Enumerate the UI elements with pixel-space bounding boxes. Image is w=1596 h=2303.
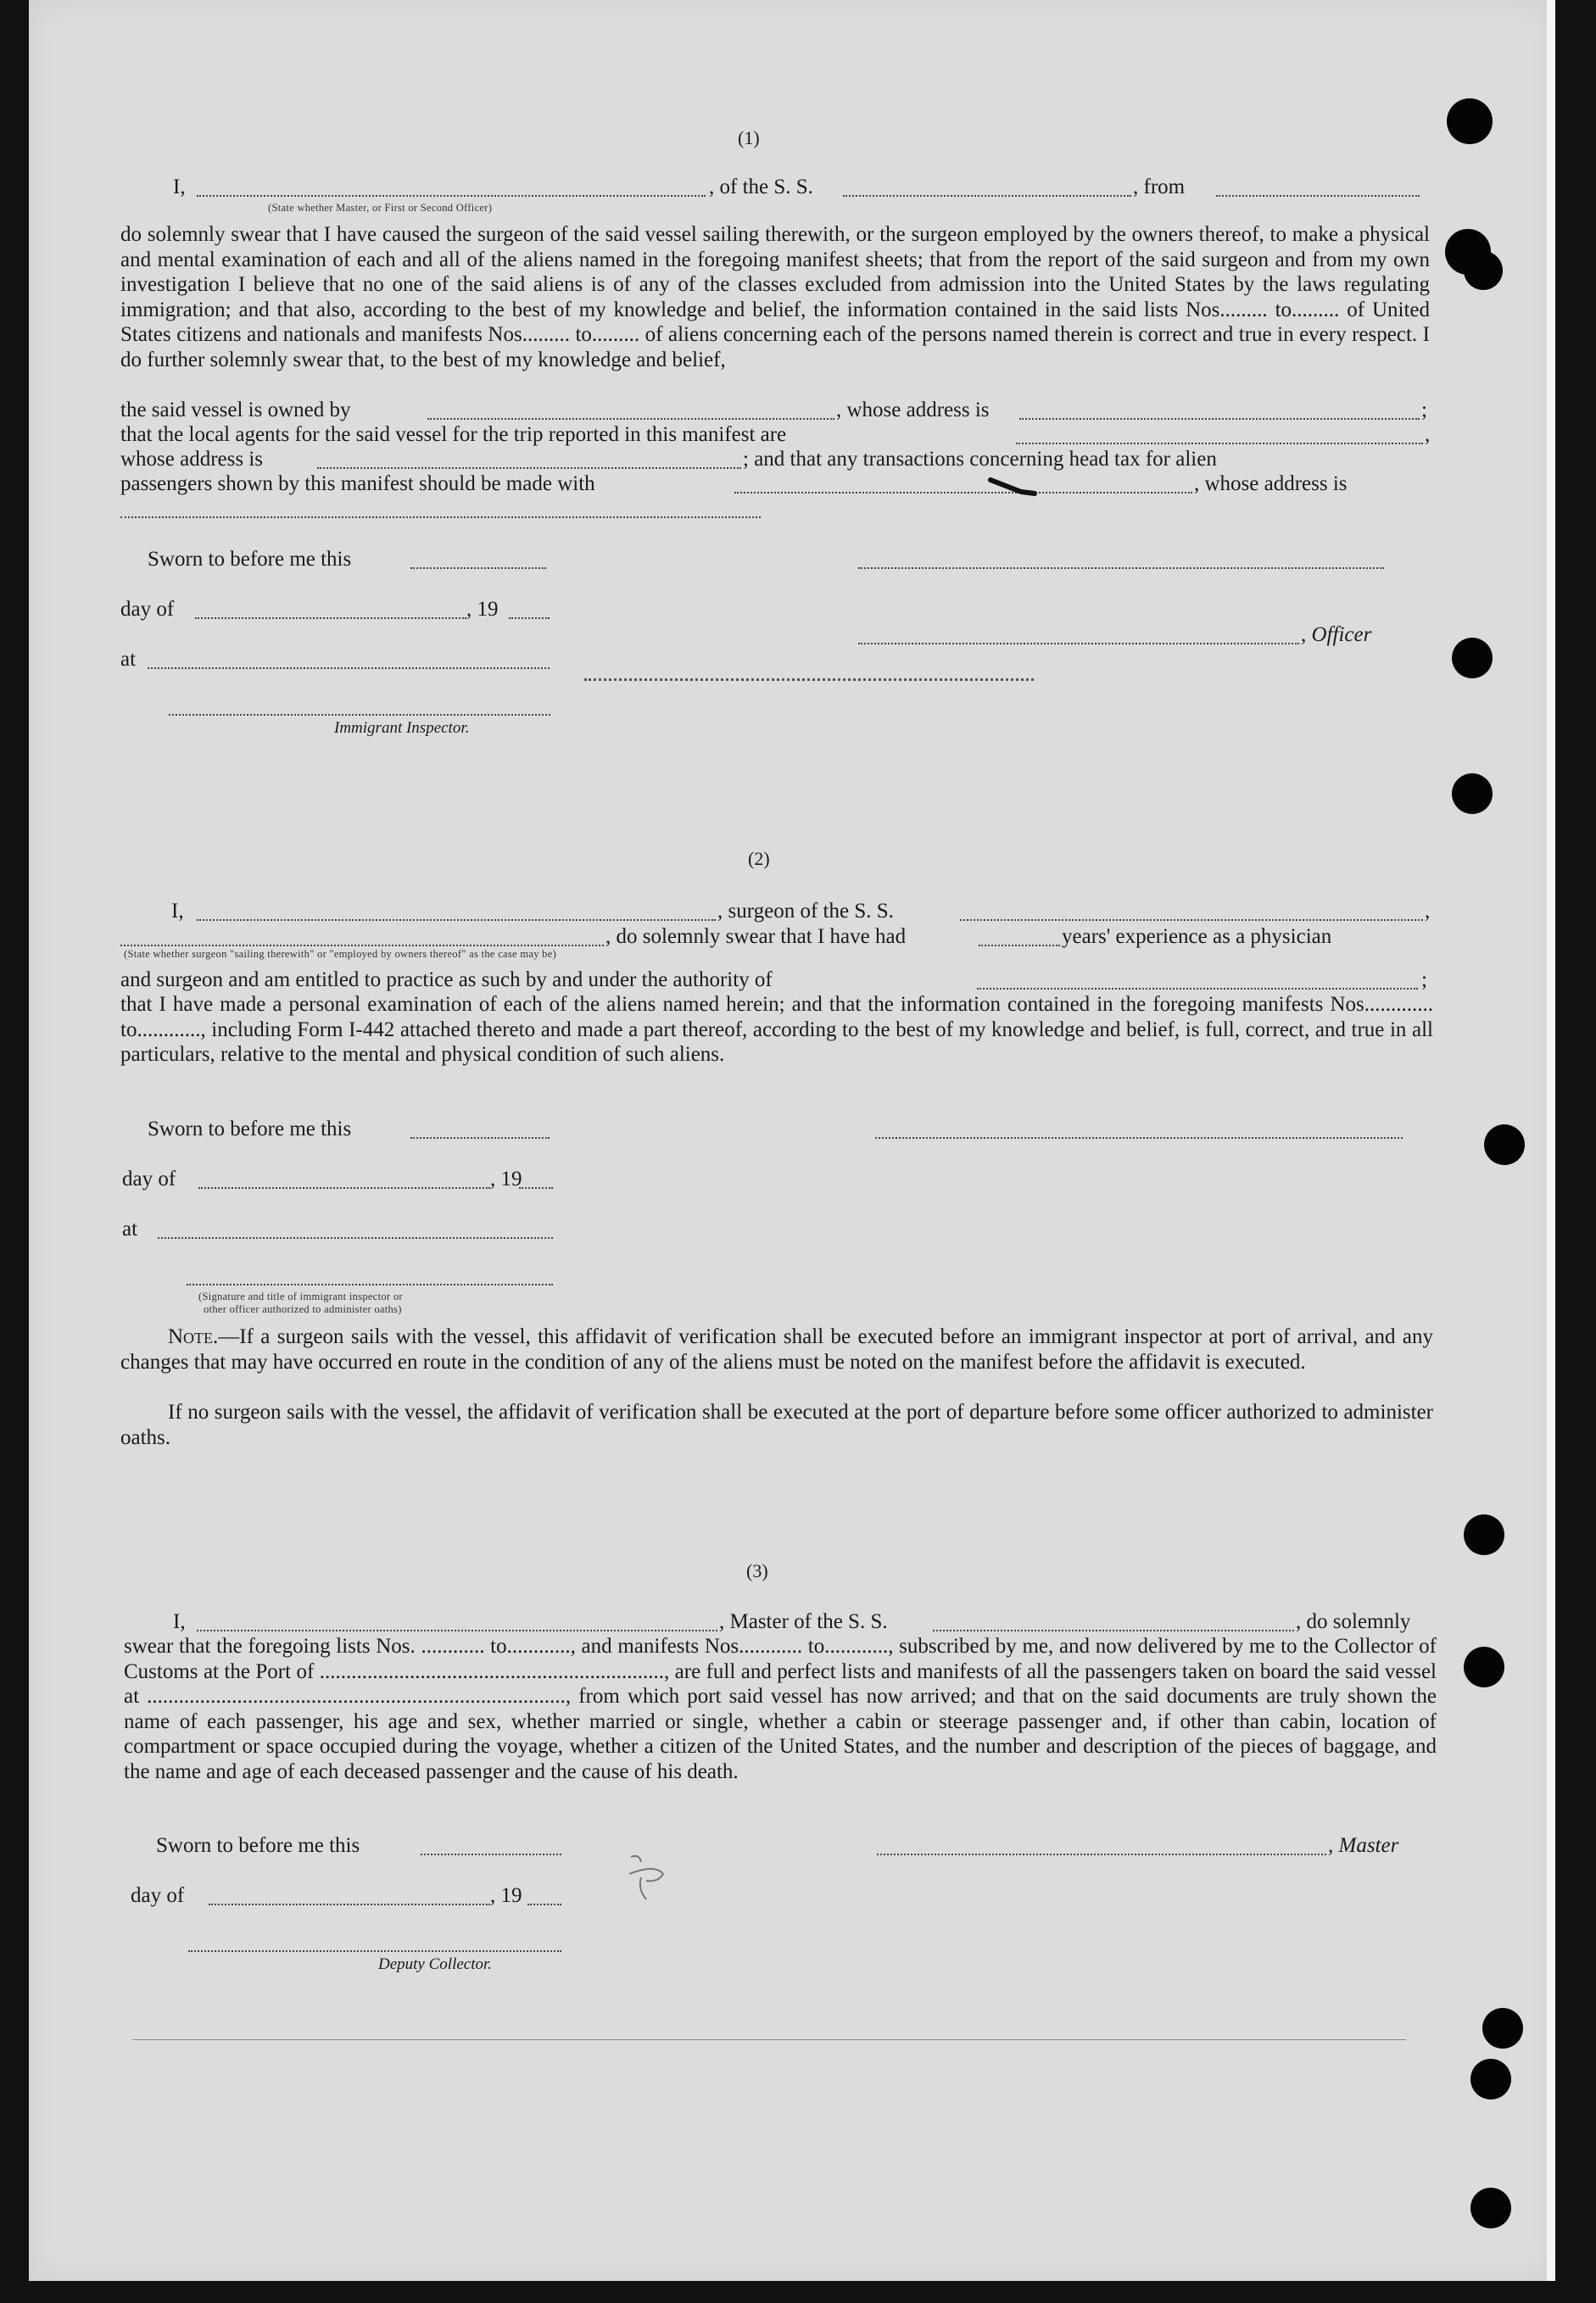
punch-hole-icon (1452, 773, 1493, 814)
section-3-number: (3) (746, 1560, 768, 1581)
sheet-edge (1547, 0, 1555, 2281)
s3-master-name-field[interactable] (197, 1630, 717, 1631)
s1-officer-label: , Officer (1301, 623, 1372, 646)
s2-note-text: —If a surgeon sails with the vessel, this affidavit of verification shall be executed before an immigrant inspector at port of arrival, and any changes that may have occurred en route in the condition of any of the aliens must be noted on the manifest before the affidavit is executed. (120, 1325, 1433, 1374)
s3-sworn-date-field[interactable] (421, 1854, 561, 1855)
s1-of-ss-label: , of the S. S. (709, 176, 813, 198)
s3-body: swear that the foregoing lists Nos. ............ to............, and manifests Nos............ to............, subscribed by me, and now delivered by me to the Collector of Customs at the Port of ................................................................., are full and perfect lists and manifests of all the passengers taken on board the said vessel at ..............................................................................., from which port said vessel has now arrived; and that on the said documents are truly shown the name of each passenger, his age and sex, whether married or single, whether a cabin or steerage passenger and, if other than cabin, location of compartment or space occupied during the voyage, whether a citizen of the United States, and the number and description of the pieces of baggage, and the name and age of each deceased passenger and the cause of his death. (124, 1635, 1437, 1783)
s1-at-field[interactable] (148, 667, 550, 669)
s1-officer-hint: (State whether Master, or First or Second Officer) (268, 202, 493, 214)
s3-i-label: I, (173, 1610, 186, 1633)
s2-month-field[interactable] (198, 1187, 490, 1189)
s3-year-field[interactable] (527, 1904, 561, 1905)
s1-agents-label: that the local agents for the said vessel for the trip reported in this manifest are (120, 423, 787, 446)
s1-oath-body: do solemnly swear that I have caused the surgeon of the said vessel sailing therewith, or the surgeon employed by the owners thereof, to make a physical and mental examination of each and all of the aliens named in the foregoing manifest sheets; that from the report of the said surgeon and from my own investigation I believe that no one of the said aliens is of any of the classes excluded from admission into the United States by the laws regulating immigration; and that also, according to the best of my knowledge and belief, the information contained in the said lists Nos......... to......... of United States citizens and nationals and manifests Nos......... to......... of aliens concerning each of the persons named therein is correct and true in every respect. I do further solemnly swear that, to the best of my knowledge and belief, (120, 223, 1430, 371)
s2-sig-hint-1: (Signature and title of immigrant inspector or (198, 1291, 403, 1302)
s2-swear-label: , do solemnly swear that I have had (605, 925, 907, 948)
s2-sworn-date-field[interactable] (410, 1137, 550, 1139)
s2-sig-hint-2: other officer authorized to administer oaths) (204, 1303, 402, 1315)
s2-vessel-field[interactable] (960, 919, 1423, 921)
s2-at-field[interactable] (158, 1237, 553, 1239)
s3-month-field[interactable] (209, 1904, 490, 1905)
s1-from-label: , from (1133, 176, 1186, 198)
s1-stray-dotted-line (584, 678, 1034, 681)
s1-inspector-label: Immigrant Inspector. (334, 719, 470, 737)
s1-inspector-sign-field[interactable] (169, 714, 550, 716)
s2-note (120, 1324, 1433, 1375)
s1-officer-sign-field[interactable] (858, 643, 1299, 644)
bottom-divider (132, 2039, 1406, 2040)
punch-hole-icon (1447, 98, 1493, 144)
punch-hole-icon (1470, 2188, 1511, 2228)
s1-whose-address3-label: , whose address is (1194, 472, 1348, 495)
s1-head-tax-party-field[interactable] (734, 492, 1192, 494)
s2-body: that I have made a personal examination of each of the aliens named herein; and that the information contained in the foregoing manifests Nos............. to............, including Form I-442 attached thereto and made a part thereof, according to the best of my knowledge and belief, is full, correct, and true in all particulars, relative to the mental and physical condition of such aliens. (120, 993, 1433, 1066)
s1-signature-field[interactable] (858, 567, 1384, 569)
s3-day-of-label: day of (131, 1884, 185, 1907)
s1-sworn-date-field[interactable] (410, 567, 546, 569)
s2-inspector-sign-field[interactable] (187, 1284, 553, 1285)
s1-from-field[interactable] (1216, 195, 1420, 197)
s1-year-field[interactable] (509, 617, 550, 619)
s2-surgeon-of-label: , surgeon of the S. S. (717, 900, 894, 923)
s2-day-of-label: day of (122, 1168, 176, 1191)
section-1-number: (1) (738, 127, 760, 148)
s2-authority-label: and surgeon and am entitled to practice as such by and under the authority of (120, 968, 773, 991)
s2-years-field[interactable] (979, 945, 1060, 946)
s3-collector-sign-field[interactable] (188, 1950, 561, 1952)
s2-note2 (120, 1400, 1433, 1450)
punch-hole-icon (1452, 638, 1493, 678)
s3-master-label: , Master (1328, 1834, 1399, 1857)
punch-hole-icon (1464, 1647, 1504, 1687)
s1-agents-field[interactable] (1016, 443, 1423, 444)
s2-note2-text: If no surgeon sails with the vessel, the affidavit of verification shall be executed at the port of departure before some officer authorized to administer oaths. (120, 1401, 1433, 1449)
s2-authority-field[interactable] (977, 988, 1418, 990)
ink-stroke-icon (987, 475, 1038, 500)
s2-i-label: I, (171, 900, 184, 923)
s1-year-label: , 19 (466, 598, 499, 621)
s1-agents-address-field[interactable] (317, 467, 741, 469)
s2-years-label: years' experience as a physician (1062, 925, 1332, 948)
s1-head-tax-b: passengers shown by this manifest should be made with (120, 472, 595, 495)
s2-signature-field[interactable] (875, 1137, 1403, 1139)
s1-day-of-label: day of (120, 598, 175, 621)
punch-hole-icon (1482, 2008, 1523, 2049)
punch-hole-icon (1464, 1514, 1504, 1555)
s1-whose-address-label: , whose address is (836, 399, 990, 421)
s2-sworn-label: Sworn to before me this (148, 1118, 352, 1140)
s1-head-tax-a: ; and that any transactions concerning head tax for alien (743, 448, 1217, 471)
document-sheet: (1) I, , of the S. S. , from (State whether Master, or First or Second Officer) do solemnly swear that I have caused the surgeon of the said vessel sailing therewith, or the surgeon employed by the owners thereof, to make a physical and mental examination of each and all of the aliens named in the foregoing manifest sheets; that from the report of the said surgeon and from my own investigation I believe that no one of the said aliens is of any of the classes excluded from admission into the United States by the laws regulating immigration; and that also, according to the best of my knowledge and belief, the information contained in the said lists Nos......... to......... of United States citizens and nationals and manifests Nos......... to......... of aliens concerning each of the persons named therein is correct and true in every respect. I do further solemnly swear that, to the best of my knowledge and belief, the said vessel is owned by , whose address is ; that the local agents for the said vessel for the trip reported in this manifest are , whose address is ; and that any transactions concerning head tax for alien passengers shown by this manifest should be made with , whose address is Sworn to before me this day of , 19 , Officer at Immigrant Inspector. (2) I, , surgeon of the S. S. , , do solemnly swear that I have had years' experience as a physician (State whether surgeon "sailing therewith" or "employed by owners thereof" as the case may be) and surgeon and am entitled to practice as such by and under the authority of ; that I have made a personal examination of each of the aliens named herein; and that the information contained in the foregoing manifests Nos............. to............, including Form I-442 attached thereto and made a part thereof, according to the best of my knowledge and belief, is full, correct, and true in all particulars, relative to the mental and physical condition of such aliens. Sworn to before me this day of , 19 at (Signature and title of immigrant inspector or other officer authorized to administer oaths) Note.—If a surgeon sails with the vessel, this affidavit of verification shall be executed before an immigrant inspector at port of arrival, and any changes that may have occurred en route in the condition of any of the aliens must be noted on the manifest before the affidavit is executed. If no surgeon sails with the vessel, the affidavit of verification shall be executed at the port of departure before some officer authorized to administer oaths. (3) I, , Master of the S. S. , do solemnly swear that the foregoing lists Nos. ............ to............, and manifests Nos............ to............, subscribed by me, and now delivered by me to the Collector of Customs at the Port of ................................................................., are full and perfect lists and manifests of all the passengers taken on board the said vessel at ..............................................................................., from which port said vessel has now arrived; and that on the said documents are truly shown the name of each passenger, his age and sex, whether married or single, whether a cabin or steerage passenger and, if other than cabin, location of compartment or space occupied during the voyage, whether a citizen of the United States, and the number and description of the pieces of baggage, and the name and age of each deceased passenger and the cause of his death. Sworn to before me this , Master day of , 19 Deputy Collector. (29, 0, 1555, 2281)
s1-i-label: I, (173, 176, 186, 198)
section-2-number: (2) (748, 848, 770, 869)
s2-at-label: at (122, 1218, 138, 1241)
s1-sworn-label: Sworn to before me this (148, 548, 352, 571)
s3-do-solemnly-label: , do solemnly (1296, 1610, 1411, 1633)
s3-master-of-label: , Master of the S. S. (719, 1610, 888, 1633)
s1-at-label: at (120, 648, 137, 671)
s2-surgeon-name-field[interactable] (197, 919, 716, 921)
s1-month-field[interactable] (195, 617, 466, 619)
s1-officer-field[interactable] (197, 195, 706, 197)
s3-sworn-label: Sworn to before me this (156, 1834, 360, 1857)
s1-owned-by-label: the said vessel is owned by (120, 399, 351, 421)
s1-whose-address2-label: whose address is (120, 448, 264, 471)
pencil-mark-icon (614, 1849, 682, 1916)
s1-owner-field[interactable] (427, 418, 834, 420)
s2-year-field[interactable] (519, 1187, 553, 1189)
s1-head-tax-address-field[interactable] (120, 516, 761, 518)
s3-vessel-field[interactable] (933, 1630, 1294, 1631)
s3-signature-field[interactable] (877, 1854, 1326, 1855)
s2-capacity-field[interactable] (120, 945, 604, 946)
punch-hole-icon (1464, 251, 1503, 290)
punch-hole-icon (1470, 2059, 1511, 2099)
s2-capacity-hint: (State whether surgeon "sailing therewith" or "employed by owners thereof" as the case may be) (124, 948, 557, 960)
s3-year-label: , 19 (490, 1884, 522, 1907)
punch-hole-icon (1484, 1124, 1525, 1165)
s2-note-label: Note. (168, 1325, 219, 1348)
s2-year-label: , 19 (490, 1168, 522, 1191)
s3-collector-label: Deputy Collector. (378, 1955, 493, 1973)
s1-vessel-field[interactable] (843, 195, 1131, 197)
s1-owner-address-field[interactable] (1019, 418, 1420, 420)
